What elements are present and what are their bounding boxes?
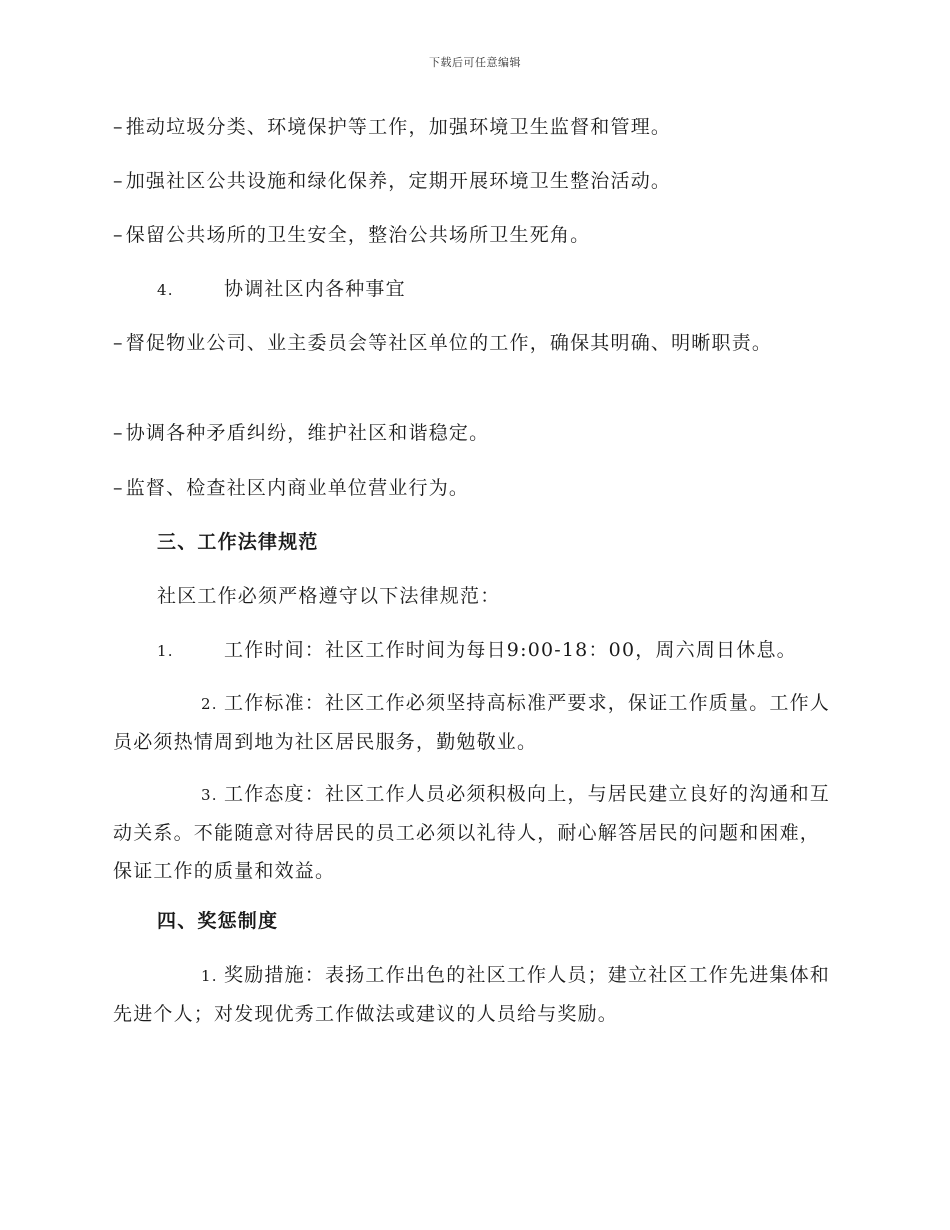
page-header: 下载后可任意编辑 [429, 56, 521, 69]
dash-marker: – [113, 422, 124, 444]
item-number: 3. [201, 786, 218, 804]
section-heading-4: 四、奖惩制度 [157, 910, 279, 932]
item-text: 工作标准：社区工作必须坚持高标准严要求，保证工作质量。工作人员必须热情周到地为社区居民服务，勤勉敬业。 [113, 692, 831, 753]
dash-marker: – [113, 116, 124, 138]
item-number: 2. [201, 695, 218, 713]
dash-marker: – [113, 477, 124, 499]
numbered-item [157, 270, 882, 310]
bullet-text: 协调各种矛盾纠纷，维护社区和谐稳定。 [125, 422, 490, 444]
item-text: 协调社区内各种事宜 [224, 278, 406, 300]
section-heading-3: 三、工作法律规范 [157, 531, 319, 553]
paragraph: 社区工作必须严格遵守以下法律规范： [157, 585, 501, 607]
bullet-item [113, 324, 838, 362]
dash-marker: – [113, 170, 124, 192]
bullet-item [113, 108, 838, 147]
numbered-item [157, 631, 882, 671]
item-text: 奖励措施：表扬工作出色的社区工作人员；建立社区工作先进集体和先进个人；对发现优秀工作做法或建议的人员给与奖励。 [113, 964, 831, 1025]
numbered-item [113, 684, 838, 761]
dash-marker: – [113, 332, 124, 354]
item-text: 工作时间：社区工作时间为每日9:00-18：00，周六周日休息。 [224, 639, 797, 661]
dash-marker: – [113, 224, 124, 246]
bullet-text: 保留公共场所的卫生安全，整治公共场所卫生死角。 [125, 224, 591, 246]
item-number: 4. [157, 281, 174, 299]
bullet-text: 督促物业公司、业主委员会等社区单位的工作，确保其明确、明晰职责。 [125, 332, 773, 354]
bullet-item [113, 216, 838, 255]
numbered-item [113, 956, 838, 1033]
bullet-text: 监督、检查社区内商业单位营业行为。 [125, 477, 470, 499]
item-number: 1. [157, 642, 174, 660]
numbered-item [113, 775, 838, 890]
bullet-item [113, 162, 838, 201]
item-text: 工作态度：社区工作人员必须积极向上，与居民建立良好的沟通和互动关系。不能随意对待居民的员工必须以礼待人，耐心解答居民的问题和困难，保证工作的质量和效益。 [113, 783, 831, 882]
bullet-text: 推动垃圾分类、环境保护等工作，加强环境卫生监督和管理。 [125, 116, 672, 138]
bullet-item [113, 469, 838, 508]
item-number: 1. [201, 967, 218, 985]
bullet-text: 加强社区公共设施和绿化保养，定期开展环境卫生整治活动。 [125, 170, 672, 192]
bullet-item [113, 414, 838, 453]
